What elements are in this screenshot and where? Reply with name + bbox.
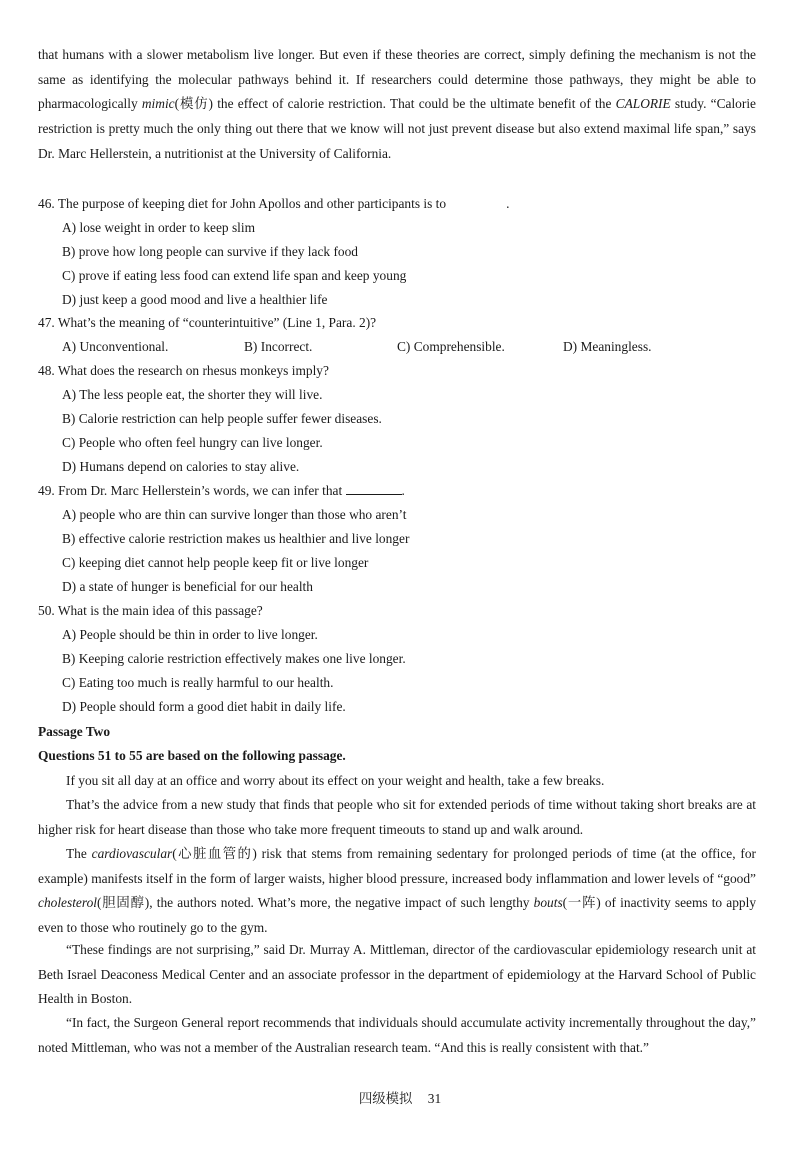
page-footer [0,1088,800,1107]
chinese-gloss: (胆固醇) [97,895,150,911]
answer-blank [346,482,402,495]
question-49-option-c: C) keeping diet cannot help people keep fit or live longer [62,555,369,570]
passage-two-paragraph-2: That’s the advice from a new study that finds that people who sit for extended periods of time without taking short breaks are at higher risk for heart disease than those who take more frequent timeouts to stand up and walk around. [38,797,756,837]
question-48-option-c: C) People who often feel hungry can live longer. [62,435,323,450]
question-50-option-a: A) People should be thin in order to live longer. [62,627,318,642]
chinese-gloss: (心脏血管的) [172,846,257,861]
question-48-option-b: B) Calorie restriction can help people suffer fewer diseases. [62,411,382,426]
question-49-option-b: B) effective calorie restriction makes us healthier and live longer [62,531,410,546]
question-text: 46. The purpose of keeping diet for John Apollos and other participants is to [38,196,447,211]
passage-one-final-paragraph [38,43,756,167]
question-50-option-c: C) Eating too much is really harmful to our health. [62,675,334,690]
question-49-option-a: A) people who are thin can survive longer than those who aren’t [62,507,407,522]
answer-blank [446,196,506,208]
passage-two-paragraph-3 [38,842,756,941]
question-49-stem [38,481,405,501]
question-47-stem: 47. What’s the meaning of “counterintuitive” (Line 1, Para. 2)? [38,315,377,330]
question-49-option-d: D) a state of hunger is beneficial for our health [62,579,313,594]
question-47-option-a: A) Unconventional. [62,339,169,354]
question-46-stem [38,194,509,214]
italic-term: bouts [533,895,563,911]
question-50-stem: 50. What is the main idea of this passage? [38,603,263,618]
question-47-option-d: D) Meaningless. [563,339,652,354]
question-47-option-b: B) Incorrect. [244,339,313,354]
text-run: The [66,846,92,861]
passage-two-heading: Passage Two [38,724,111,739]
passage-two-paragraph-4: “These findings are not surprising,” said Dr. Murray A. Mittleman, director of the cardiovascular epidemiology research unit at Beth Israel Deaconess Medical Center and an associate professor in the department of epidemiology at the Harvard School of Public Health in Boston. [38,942,756,1007]
passage-two-paragraph-5: “In fact, the Surgeon General report recommends that individuals should accumulate activity incrementally throughout the day,” noted Mittleman, who was not a member of the Australian research team. “And this is really consistent with that.” [38,1015,756,1055]
question-47-option-c: C) Comprehensible. [397,339,505,354]
text-run: of inactivity seems to apply even to those who routinely go to the gym. [38,895,757,936]
text-run: the effect of calorie restriction. That could be the ultimate benefit of the [212,96,616,112]
page-number: 31 [427,1091,442,1106]
question-48-option-d: D) Humans depend on calories to stay alive. [62,459,300,474]
text-run: study. “Calorie restriction is pretty much the only thing out there that we know will not just prevent disease but also extend maximal life span,” says Dr. Marc Hellerstein, a nutritionist at the University of California. [38,96,757,161]
question-48-option-a: A) The less people eat, the shorter they will live. [62,387,323,402]
italic-term: mimic [141,96,175,112]
text-run: that humans with a slower metabolism live longer. But even if these theories are correct, simply defining the mechanism is not the same as identifying the molecular pathways behind it. If researchers could determine those pathways, they might be able to pharmacologically [38,47,756,112]
question-46-option-a: A) lose weight in order to keep slim [62,220,256,235]
question-46-option-b: B) prove how long people can survive if they lack food [62,244,358,259]
italic-term: CALORIE [615,96,671,112]
question-text: 49. From Dr. Marc Hellerstein’s words, we can infer that [38,483,343,498]
italic-term: cholesterol [38,895,98,911]
text-run: , the authors noted. What’s more, the negative impact of such lengthy [149,895,534,911]
question-end: . [506,196,510,211]
question-50-option-d: D) People should form a good diet habit in daily life. [62,699,346,714]
question-46-option-d: D) just keep a good mood and live a healthier life [62,292,328,307]
question-46-option-c: C) prove if eating less food can extend life span and keep young [62,268,407,283]
chinese-gloss: (模仿) [174,96,213,112]
passage-two-paragraph-1: If you sit all day at an office and worry about its effect on your weight and health, take a few breaks. [66,773,605,788]
footer-label: 四级模拟 [358,1091,413,1106]
question-end: . [401,483,405,498]
question-48-stem: 48. What does the research on rhesus monkeys imply? [38,363,329,378]
italic-term: cardiovascular [91,846,173,861]
chinese-gloss: (一阵) [562,895,601,911]
text-run: risk that stems from remaining sedentary for prolonged periods of time (at the office, for example) manifests itself in the form of larger waists, higher blood pressure, increased body inflammation and lower levels of “good” [38,846,757,886]
question-50-option-b: B) Keeping calorie restriction effectively makes one live longer. [62,651,406,666]
passage-two-instructions: Questions 51 to 55 are based on the following passage. [38,748,346,763]
